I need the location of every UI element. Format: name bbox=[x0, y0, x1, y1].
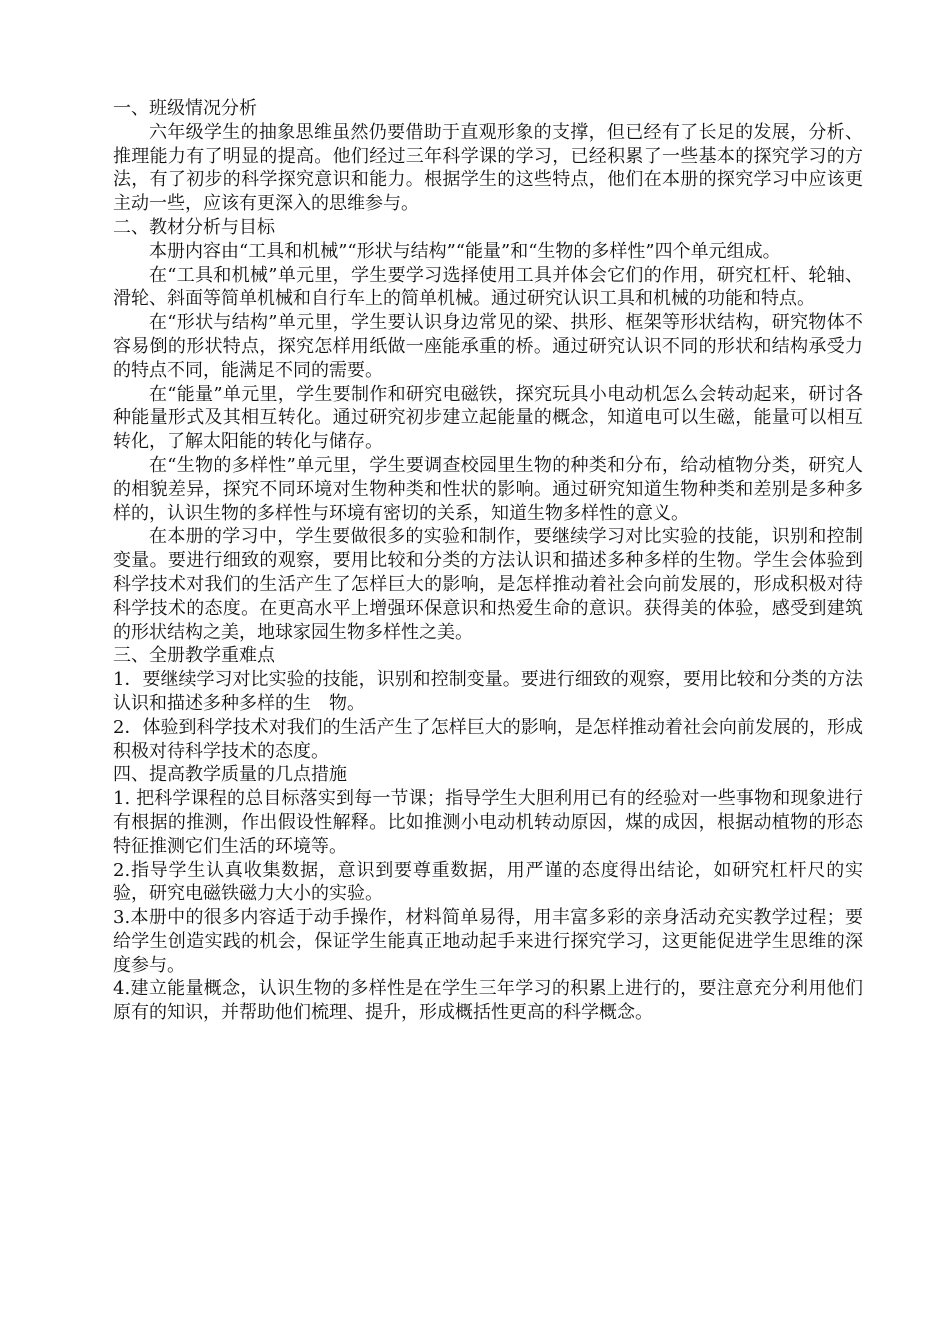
document-page bbox=[113, 97, 863, 1025]
list-item: 2．体验到科学技术对我们的生活产生了怎样巨大的影响，是怎样推动着社会向前发展的，形成积极对待科学技术的态度。 bbox=[113, 716, 863, 762]
paragraph: 在“工具和机械”单元里，学生要学习选择使用工具并体会它们的作用，研究杠杆、轮轴、滑轮、斜面等简单机械和自行车上的简单机械。通过研究认识工具和机械的功能和特点。 bbox=[113, 264, 863, 310]
section-measures bbox=[113, 763, 863, 1025]
paragraph: 在本册的学习中，学生要做很多的实验和制作，要继续学习对比实验的技能，识别和控制变量。要进行细致的观察，要用比较和分类的方法认识和描述多种多样的生物。学生会体验到科学技术对我们的生活产生了怎样巨大的影响，是怎样推动着社会向前发展的，形成积极对待科学技术的态度。在更高水平上增强环保意识和热爱生命的意识。获得美的体验，感受到建筑的形状结构之美，地球家园生物多样性之美。 bbox=[113, 526, 863, 643]
section-heading: 二、教材分析与目标 bbox=[113, 216, 275, 238]
paragraph: 六年级学生的抽象思维虽然仍要借助于直观形象的支撑，但已经有了长足的发展，分析、推理能力有了明显的提高。他们经过三年科学课的学习，已经积累了一些基本的探究学习的方法，有了初步的科学探究意识和能力。根据学生的这些特点，他们在本册的探究学习中应该更主动一些，应该有更深入的思维参与。 bbox=[113, 121, 863, 215]
list-item: 3.本册中的很多内容适于动手操作，材料简单易得，用丰富多彩的亲身活动充实教学过程；要给学生创造实践的机会，保证学生能真正地动起手来进行探究学习，这更能促进学生思维的深度参与。 bbox=[113, 907, 863, 976]
section-key-difficulties bbox=[113, 644, 863, 763]
list-item: 1．要继续学习对比实验的技能，识别和控制变量。要进行细致的观察，要用比较和分类的方法认识和描述多种多样的生 物。 bbox=[113, 669, 863, 714]
list-item: 1. 把科学课程的总目标落实到每一节课；指导学生大胆利用已有的经验对一些事物和现象进行有根据的推测，作出假设性解释。比如推测小电动机转动原因，煤的成因，根据动植物的形态特征推测它们生活的环境等。 bbox=[113, 788, 863, 857]
section-heading: 四、提高教学质量的几点措施 bbox=[113, 764, 347, 786]
section-textbook-analysis bbox=[113, 216, 863, 644]
paragraph: 在“形状与结构”单元里，学生要认识身边常见的梁、拱形、框架等形状结构，研究物体不容易倒的形状特点，探究怎样用纸做一座能承重的桥。通过研究认识不同的形状和结构承受力的特点不同，能满足不同的需要。 bbox=[113, 312, 863, 381]
section-heading: 三、全册教学重难点 bbox=[113, 645, 275, 667]
paragraph: 在“能量”单元里，学生要制作和研究电磁铁，探究玩具小电动机怎么会转动起来，研讨各种能量形式及其相互转化。通过研究初步建立起能量的概念，知道电可以生磁，能量可以相互转化，了解太阳能的转化与储存。 bbox=[113, 383, 863, 453]
paragraph: 本册内容由“工具和机械”“形状与结构”“能量”和“生物的多样性”四个单元组成。 bbox=[149, 240, 781, 262]
section-heading: 一、班级情况分析 bbox=[113, 98, 257, 119]
list-item: 2.指导学生认真收集数据，意识到要尊重数据，用严谨的态度得出结论，如研究杠杆尺的实验，研究电磁铁磁力大小的实验。 bbox=[113, 859, 863, 905]
paragraph: 在“生物的多样性”单元里，学生要调查校园里生物的种类和分布，给动植物分类，研究人的相貌差异，探究不同环境对生物种类和性状的影响。通过研究知道生物种类和差别是多种多样的，认识生物的多样性与环境有密切的关系，知道生物多样性的意义。 bbox=[113, 454, 863, 524]
section-class-analysis bbox=[113, 97, 863, 216]
list-item: 4.建立能量概念，认识生物的多样性是在学生三年学习的积累上进行的，要注意充分利用他们原有的知识，并帮助他们梳理、提升，形成概括性更高的科学概念。 bbox=[113, 978, 863, 1024]
